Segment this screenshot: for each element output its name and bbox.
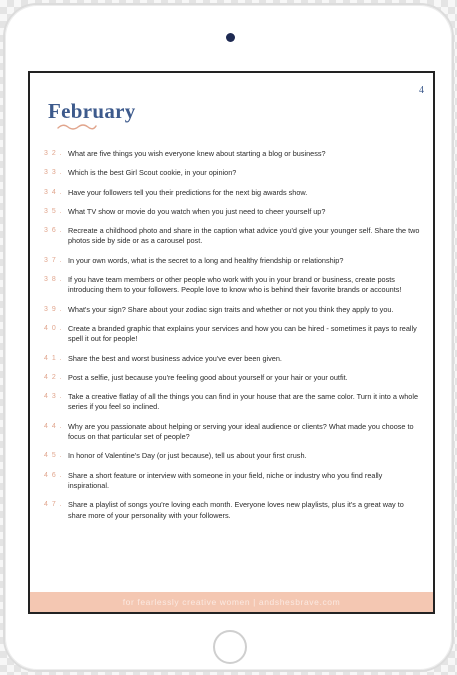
prompt-text: Share a short feature or interview with someone in your field, niche or industry who you find really inspirational. [68,470,383,490]
page-number: 4 [419,85,424,96]
list-item [44,275,423,296]
prompt-text: Which is the best Girl Scout cookie, in your opinion? [68,168,237,178]
prompt-text: If you have team members or other people who work with you in your brand or business, create posts introducing them to your followers. People love to know who is behind their favorite brands or accounts! [68,275,402,295]
prompt-number: 4 1 . [44,354,63,362]
prompt-text: In honor of Valentine's Day (or just because), tell us about your first crush. [68,451,307,461]
prompt-number: 3 2 . [44,150,63,157]
prompt-text: Recreate a childhood photo and share in the caption what advice you'd give your younger self. Share the two photos side by side or as a carousel post. [68,226,420,246]
list-item [44,451,423,461]
prompt-number: 3 9 . [44,305,63,313]
list-item [44,168,423,178]
prompt-number: 3 7 . [44,256,63,264]
prompt-number: 3 4 . [44,188,63,196]
prompt-text: Have your followers tell you their predictions for the next big awards show. [68,187,308,197]
prompt-list [44,149,423,530]
prompt-number: 3 3 . [44,169,63,177]
prompt-text: What's your sign? Share about your zodiac sign traits and whether or not you think they apply to you. [68,304,394,314]
prompt-text: Share a playlist of songs you're loving each month. Everyone loves new playlists, plus it's a great way to share more of your personality with your followers. [68,500,404,520]
tablet-frame [3,3,454,672]
list-item [44,226,423,247]
page-title: February [48,99,136,123]
footer-banner: for fearlessly creative women | andshesbrave.com [30,592,433,612]
squiggle-divider-icon [57,123,97,131]
list-item [44,188,423,198]
prompt-number: 4 7 . [44,501,63,509]
prompt-text: In your own words, what is the secret to a long and healthy friendship or relationship? [68,255,344,265]
list-item [44,471,423,492]
prompt-text: Post a selfie, just because you're feeling good about yourself or your hair or your outfit. [68,372,348,382]
prompt-text: Share the best and worst business advice you've ever been given. [68,353,282,363]
home-button[interactable] [213,630,247,664]
prompt-number: 4 6 . [44,471,63,479]
prompt-number: 3 8 . [44,276,63,284]
list-item [44,392,423,413]
prompt-number: 4 5 . [44,452,63,460]
prompt-text: What are five things you wish everyone knew about starting a blog or business? [68,149,326,158]
tablet-screen [28,71,435,614]
list-item [44,256,423,266]
prompt-number: 4 4 . [44,422,63,430]
list-item [44,422,423,443]
prompt-number: 4 2 . [44,373,63,381]
prompt-text: Take a creative flatlay of all the things you can find in your house that are the same color. Turn it into a whole series if you feel so inclined. [68,392,419,412]
camera-icon [226,33,235,42]
list-item [44,149,423,159]
prompt-text: What TV show or movie do you watch when you just need to cheer yourself up? [68,206,326,216]
list-item [44,354,423,364]
list-item [44,207,423,217]
list-item [44,500,423,521]
prompt-number: 4 0 . [44,324,63,332]
list-item [44,324,423,345]
list-item [44,373,423,383]
prompt-number: 3 5 . [44,207,63,215]
prompt-number: 4 3 . [44,393,63,401]
prompt-text: Why are you passionate about helping or serving your ideal audience or clients? What made you choose to focus on that particular set of people? [68,421,414,442]
prompt-text: Create a branded graphic that explains your services and how you can be hired - sometimes it pays to really spell it out for people! [68,323,417,344]
prompt-number: 3 6 . [44,227,63,235]
list-item [44,305,423,315]
